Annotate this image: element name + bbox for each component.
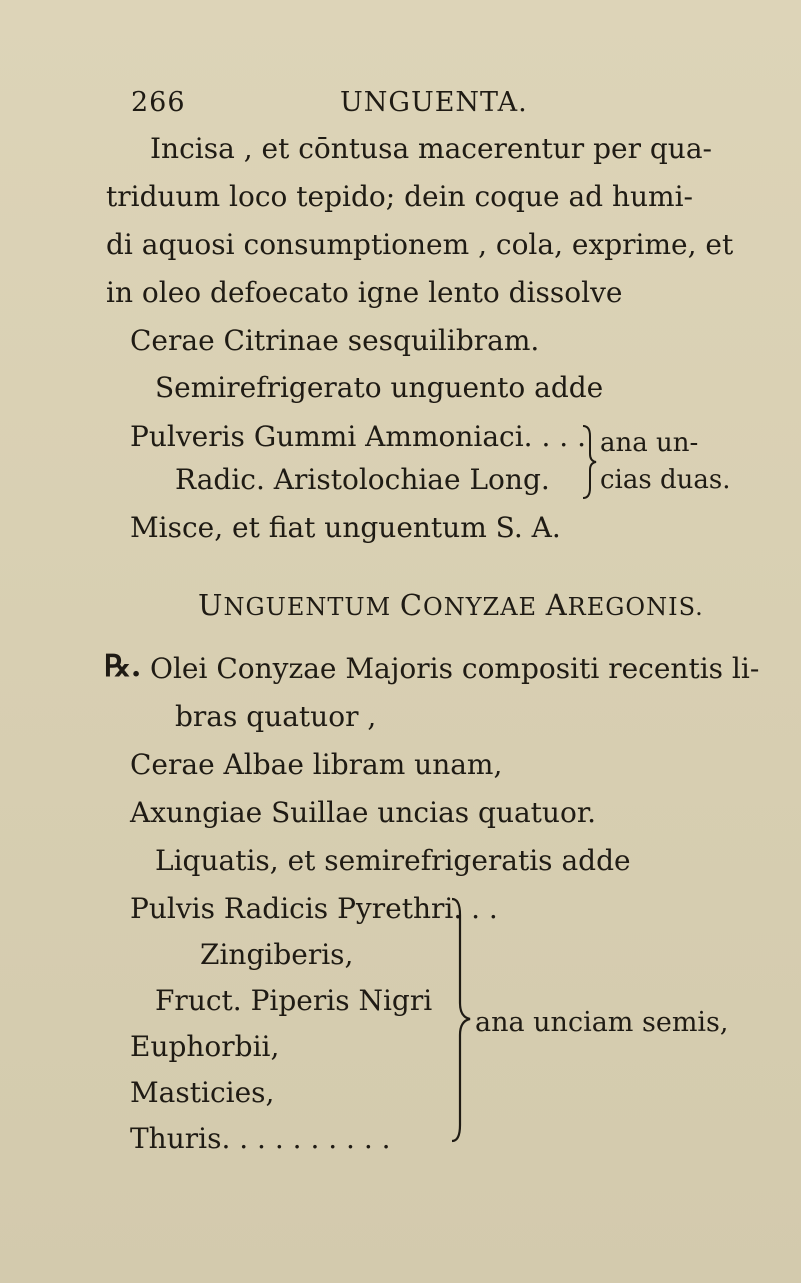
running-title: UNGUENTA. <box>340 87 528 118</box>
text-line: Cerae Albae libram unam, <box>130 748 503 781</box>
ingredient-line: Zingiberis, <box>200 938 354 971</box>
dose-line: ana unciam semis, <box>475 1007 729 1038</box>
dose-line: cias duas. <box>600 465 731 495</box>
text-line: bras quatuor , <box>175 700 377 733</box>
section-title: UNGUENTUM CONYZAE AREGONIS. <box>198 588 704 622</box>
dose-line: ana un- <box>600 428 699 458</box>
text-line: Liquatis, et semirefrigeratis adde <box>155 844 631 877</box>
recipe-symbol: ℞. <box>104 649 142 684</box>
text-line: Semirefrigerato unguento adde <box>155 371 604 404</box>
text-line: Olei Conyzae Majoris compositi recentis li- <box>150 652 760 685</box>
brace-icon <box>580 424 598 500</box>
closing-line: Misce, et fiat unguentum S. A. <box>130 511 561 544</box>
text-line: di aquosi consumptionem , cola, exprime, et <box>106 228 734 261</box>
ingredient-line: Euphorbii, <box>130 1030 280 1063</box>
text-line: in oleo defoecato igne lento dissolve <box>106 276 623 309</box>
brace-icon <box>448 895 474 1145</box>
page-number: 266 <box>131 87 186 118</box>
ingredient-line: Pulveris Gummi Ammoniaci. . . . <box>130 420 586 453</box>
ingredient-line: Thuris. . . . . . . . . . <box>130 1122 391 1155</box>
text-line: triduum loco tepido; dein coque ad humi- <box>106 180 694 213</box>
text-line: Incisa , et cōntusa macerentur per qua- <box>150 132 712 165</box>
ingredient-line: Pulvis Radicis Pyrethri. . . <box>130 892 498 925</box>
ingredient-line: Fruct. Piperis Nigri <box>155 984 433 1017</box>
ingredient-line: Radic. Aristolochiae Long. <box>175 463 550 496</box>
ingredient-line: Masticies, <box>130 1076 275 1109</box>
text-line: Cerae Citrinae sesquilibram. <box>130 324 540 357</box>
text-line: Axungiae Suillae uncias quatuor. <box>130 796 597 829</box>
